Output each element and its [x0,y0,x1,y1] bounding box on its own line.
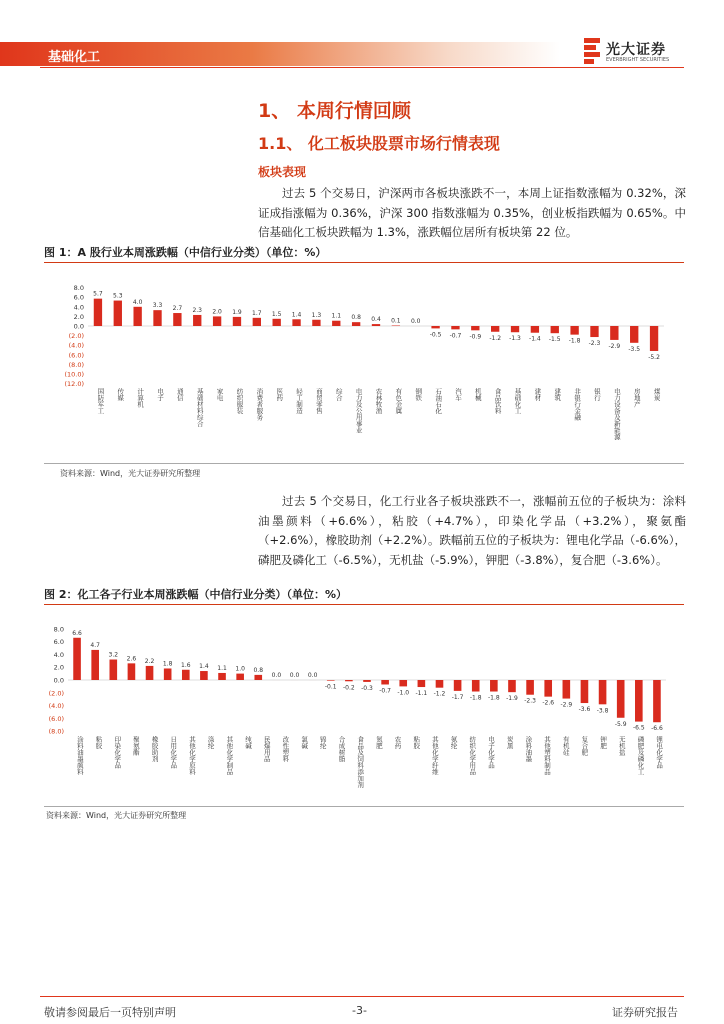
fig2-bar [617,680,625,718]
fig2-data-label: 3.2 [108,651,119,659]
fig2-data-label: 0.0 [289,672,300,679]
fig2-data-label: -1.1 [415,690,428,698]
footer-report-type: 证券研究报告 [612,1006,678,1019]
fig2-y-tick-label: 2.0 [53,663,64,672]
fig2-x-tick-label: 印染化学品 [113,736,122,769]
fig2-y-tick-label: 8.0 [53,625,64,634]
fig1-x-tick-label: 商贸零售 [314,388,323,414]
fig2-x-tick-label: 氮肥 [374,736,383,749]
fig2-bar [581,680,589,703]
fig1-x-tick-label: 非银行金融 [573,388,582,421]
footer-divider [40,996,684,997]
fig2-x-tick-label: 聚氨酯 [131,736,140,756]
fig1-bar [570,326,578,335]
fig2-x-tick-label: 其他塑料制品 [543,736,552,775]
fig1-bar [213,316,221,326]
heading-1: 1、 本周行情回顾 [258,100,411,122]
fig1-y-tick-label: (2.0) [68,332,84,341]
fig2-data-label: 0.8 [253,666,264,674]
fig2-x-tick-label: 纺织化学用品 [468,736,477,775]
fig1-data-label: 5.7 [93,290,103,298]
fig2-bar [635,680,643,722]
fig1-x-tick-label: 电力及公用事业 [354,388,363,434]
fig1-x-tick-label: 石油石化 [434,388,443,414]
fig2-data-label: -0.3 [361,684,373,692]
fig1-data-label: 3.3 [152,302,163,310]
fig2-x-tick-label: 民爆用品 [262,736,271,762]
fig1-data-label: 1.5 [271,310,282,318]
footer-disclaimer: 敬请参阅最后一页特别声明 [44,1006,176,1019]
fig1-data-label: -1.3 [509,335,521,343]
fig2-bar [218,673,226,680]
fig2-x-tick-label: 炭黑 [505,736,514,749]
fig1-data-label: 1.7 [252,309,262,317]
fig2-data-label: 0.0 [271,672,282,679]
figure-1-top-rule [44,262,684,263]
fig2-data-label: 4.7 [90,641,100,649]
fig2-x-tick-label: 纯碱 [244,736,253,749]
fig2-data-label: -6.6 [651,725,663,733]
fig2-bar [363,680,371,682]
fig1-bar [650,326,658,351]
fig1-bar [471,326,479,330]
fig1-data-label: 2.7 [172,305,183,313]
fig1-bar [491,326,499,332]
fig1-bar [153,310,161,326]
logo-text-cn: 光大证券 [606,42,666,58]
fig1-bar [372,324,380,326]
fig2-x-tick-label: 锦纶 [318,736,327,749]
fig1-x-tick-label: 有色金属 [394,388,403,414]
fig1-bar [193,315,201,326]
fig1-data-label: 1.9 [232,308,242,316]
fig1-data-label: 2.3 [192,306,203,314]
fig1-bar [332,321,340,326]
fig2-data-label: -5.9 [614,720,627,728]
fig1-bar [551,326,559,333]
fig2-y-tick-label: (6.0) [48,714,64,723]
fig2-x-tick-label: 粘胶 [412,736,421,749]
fig2-y-tick-label: (4.0) [48,702,64,711]
fig2-bar [109,660,117,680]
fig2-data-label: -1.7 [451,693,464,701]
fig1-x-tick-label: 通信 [175,388,184,401]
fig2-bar [381,680,389,684]
fig2-bar [526,680,534,695]
fig2-y-tick-label: (8.0) [48,727,64,736]
fig2-x-tick-label: 橡胶助剂 [150,736,159,762]
fig2-bar [164,668,172,680]
figure-1-title: 图 1：A 股行业本周涨跌幅（中信行业分类）（单位：%） [44,246,327,259]
figure-2-bottom-rule [44,806,684,807]
fig1-bar [511,326,519,332]
fig1-x-tick-label: 轻工制造 [295,388,304,414]
fig2-data-label: -1.2 [433,690,446,698]
fig1-bar [630,326,638,343]
fig1-bar [173,313,181,326]
fig2-x-tick-label: 涂料油墨 [524,736,533,762]
fig1-data-label: 0.4 [371,316,381,324]
fig2-data-label: -2.6 [542,699,555,707]
fig2-x-tick-label: 其他化学纤维 [430,736,439,775]
fig1-x-tick-label: 综合 [334,388,343,401]
fig2-data-label: -0.2 [343,684,355,692]
fig1-data-label: -0.5 [429,331,442,339]
fig1-data-label: -2.9 [608,342,621,350]
fig1-data-label: -0.9 [469,333,482,341]
figure-2-title: 图 2：化工各子行业本周涨跌幅（中信行业分类）（单位：%） [44,588,348,601]
heading-3: 板块表现 [258,165,307,179]
fig2-x-tick-label: 电子化学品 [486,736,495,769]
paragraph-subsector-review: 过去 5 个交易日，化工行业各子板块涨跌不一，涨幅前五位的子板块为：涂料油墨颜料（+6.6%），粘胶（+4.7%），印染化学品（+3.2%），聚氨酯（+2.6%），橡胶助剂（+2.2%）。跌幅前五位的子板块为：锂电化学品（-6.6%），磷肥及磷化工（-6.5%），无机盐（-5.9%），钾肥（-3.8%），复合肥（-3.6%）。 [258,494,686,567]
fig2-bar [91,650,99,680]
figure-2-source: 资料来源：Wind，光大证券研究所整理 [46,811,187,820]
fig1-data-label: 1.4 [291,311,302,319]
fig1-bar [94,299,102,326]
fig2-bar [327,680,335,681]
fig2-x-tick-label: 涂料油墨颜料 [75,736,84,775]
fig1-bar [114,301,122,326]
fig2-y-tick-label: 6.0 [53,638,64,647]
fig2-bar [436,680,444,688]
figure-1-bottom-rule [44,463,684,464]
fig2-y-tick-label: 4.0 [53,650,64,659]
fig1-x-tick-label: 建筑 [553,388,562,401]
fig1-bar [610,326,618,340]
fig2-x-tick-label: 复合肥 [580,736,589,756]
fig2-bar [563,680,571,699]
fig2-data-label: 1.1 [217,664,227,672]
fig1-x-tick-label: 医药 [275,388,284,401]
fig1-x-tick-label: 建材 [533,388,542,401]
fig1-bar [253,318,261,326]
fig2-data-label: -3.6 [578,706,591,714]
fig1-data-label: 0.0 [410,318,421,325]
fig2-bar [508,680,516,692]
fig2-bar [345,680,353,681]
fig1-bar [431,326,439,328]
logo-text-en: EVERBRIGHT SECURITIES [606,57,670,63]
fig2-data-label: 6.6 [72,629,82,637]
fig1-data-label: 5.3 [113,292,123,300]
fig2-bar [418,680,426,687]
fig1-y-tick-label: (10.0) [64,370,84,379]
fig2-data-label: 1.4 [199,663,209,671]
fig2-bar [236,674,244,680]
fig2-x-tick-label: 磷肥及磷化工 [636,736,645,775]
fig1-data-label: -1.5 [548,336,561,344]
paragraph-market-review: 过去 5 个交易日，沪深两市各板块涨跌不一，本周上证指数涨幅为 0.32%，深证成指涨幅为 0.36%，沪深 300 指数涨幅为 0.35%，创业板指跌幅为 0.65%。中信基础化工板块跌幅为 1.3%，涨跌幅位居所有板块第 22 位。 [258,186,686,239]
fig1-x-tick-label: 电力设备及新能源 [612,388,621,440]
fig1-x-tick-label: 消费者服务 [255,388,264,421]
fig1-x-tick-label: 食品饮料 [493,388,502,414]
fig2-data-label: -6.5 [632,724,645,732]
fig1-bar [531,326,539,333]
footer-page-number: -3- [352,1004,367,1017]
fig2-x-tick-label: 合成树脂 [337,736,346,762]
fig2-y-tick-label: (2.0) [48,689,64,698]
fig2-bar [128,663,136,680]
fig1-y-tick-label: (12.0) [64,380,84,389]
fig2-x-tick-label: 其他化学原料 [187,736,196,775]
figure-2-top-rule [44,604,684,605]
fig2-data-label: 1.0 [235,665,245,673]
fig1-y-tick-label: 4.0 [73,303,84,312]
fig1-bar [292,319,300,326]
fig1-x-tick-label: 计算机 [136,388,145,408]
fig1-y-tick-label: (8.0) [68,360,84,369]
fig1-x-tick-label: 纺织服装 [235,388,244,414]
fig1-data-label: -1.4 [529,335,541,343]
fig2-bar [146,666,154,680]
logo-mark-icon [584,38,602,64]
fig1-data-label: -1.2 [489,334,502,342]
fig2-data-label: 1.8 [162,660,173,668]
fig2-x-tick-label: 涤纶 [206,736,215,749]
fig2-data-label: -3.8 [596,707,609,715]
fig2-data-label: -0.7 [379,687,391,695]
fig1-data-label: -1.8 [568,337,581,345]
fig1-data-label: -5.2 [648,353,660,361]
fig2-data-label: -1.8 [469,694,482,702]
fig1-x-tick-label: 银行 [592,388,601,401]
fig2-x-tick-label: 有机硅 [561,736,570,756]
fig2-bar [472,680,480,692]
fig1-data-label: 0.8 [351,314,361,322]
fig1-x-tick-label: 机械 [473,388,482,401]
header-section-title: 基础化工 [48,50,101,65]
fig2-bar [490,680,498,692]
fig1-x-tick-label: 基础化工 [513,388,522,414]
fig2-data-label: -1.0 [397,689,410,697]
heading-2: 1.1、 化工板块股票市场行情表现 [258,134,500,153]
fig1-y-tick-label: (4.0) [68,341,84,350]
fig2-data-label: -2.9 [560,701,573,709]
fig2-x-tick-label: 氯碱 [300,736,309,749]
fig2-bar [399,680,407,686]
fig1-x-tick-label: 电子 [156,388,165,401]
fig2-data-label: -1.9 [506,695,518,703]
fig2-x-tick-label: 其他化学制品 [225,736,234,775]
fig2-x-tick-label: 食品及饲料添加剂 [356,736,365,788]
fig1-data-label: 0.1 [391,317,401,325]
fig1-x-tick-label: 家电 [215,388,224,401]
fig2-data-label: -2.3 [524,697,536,705]
fig1-y-tick-label: 2.0 [73,312,84,321]
fig2-bar [599,680,607,704]
fig1-data-label: -2.3 [588,340,601,348]
fig1-x-tick-label: 传媒 [116,388,125,401]
fig2-bar [544,680,552,697]
fig2-x-tick-label: 日用化学品 [169,736,178,769]
fig2-data-label: -1.8 [487,694,500,702]
fig2-data-label: 0.0 [307,672,318,679]
fig1-bar [590,326,598,337]
fig1-data-label: -3.5 [628,345,641,353]
fig1-x-tick-label: 钢铁 [414,388,423,401]
fig2-bar [454,680,462,691]
fig2-data-label: 1.6 [181,661,191,669]
fig2-bar [653,680,661,722]
fig2-x-tick-label: 改性塑料 [281,736,290,762]
fig2-x-tick-label: 农药 [393,736,402,749]
fig1-bar [233,317,241,326]
fig2-x-tick-label: 粘胶 [94,736,103,749]
fig1-bar [451,326,459,329]
company-logo [584,38,694,68]
fig2-y-tick-label: 0.0 [53,676,64,685]
fig2-bar [73,638,81,680]
fig1-y-tick-label: 8.0 [73,284,84,293]
fig1-bar [273,319,281,326]
fig1-y-tick-label: (6.0) [68,351,84,360]
figure-1-source: 资料来源：Wind，光大证券研究所整理 [60,469,201,478]
fig2-bar [182,670,190,680]
fig1-x-tick-label: 房地产 [632,388,641,408]
fig1-y-tick-label: 6.0 [73,293,84,302]
fig1-data-label: 1.3 [311,311,322,319]
fig2-data-label: 2.6 [126,655,137,663]
fig1-bar [352,322,360,326]
fig1-bar [133,307,141,326]
fig1-x-tick-label: 国防军工 [96,388,105,414]
fig2-x-tick-label: 无机盐 [617,736,626,756]
fig1-y-tick-label: 0.0 [73,322,84,331]
fig1-data-label: -0.7 [449,332,462,340]
fig1-x-tick-label: 农林牧渔 [374,388,383,414]
fig2-bar [254,675,262,680]
fig1-data-label: 2.0 [212,308,222,316]
fig2-x-tick-label: 锂电化学品 [655,736,664,769]
fig2-data-label: 2.2 [144,657,155,665]
fig2-bar [200,671,208,680]
fig1-data-label: 1.1 [331,312,342,320]
fig2-x-tick-label: 氨纶 [449,736,458,749]
fig2-x-tick-label: 钾肥 [599,736,608,749]
fig2-data-label: -0.1 [324,683,337,691]
fig1-bar [312,320,320,326]
fig1-x-tick-label: 基础材料综合 [195,388,204,427]
fig1-x-tick-label: 煤炭 [652,388,661,401]
fig1-x-tick-label: 汽车 [453,388,462,401]
fig1-data-label: 4.0 [132,298,143,306]
